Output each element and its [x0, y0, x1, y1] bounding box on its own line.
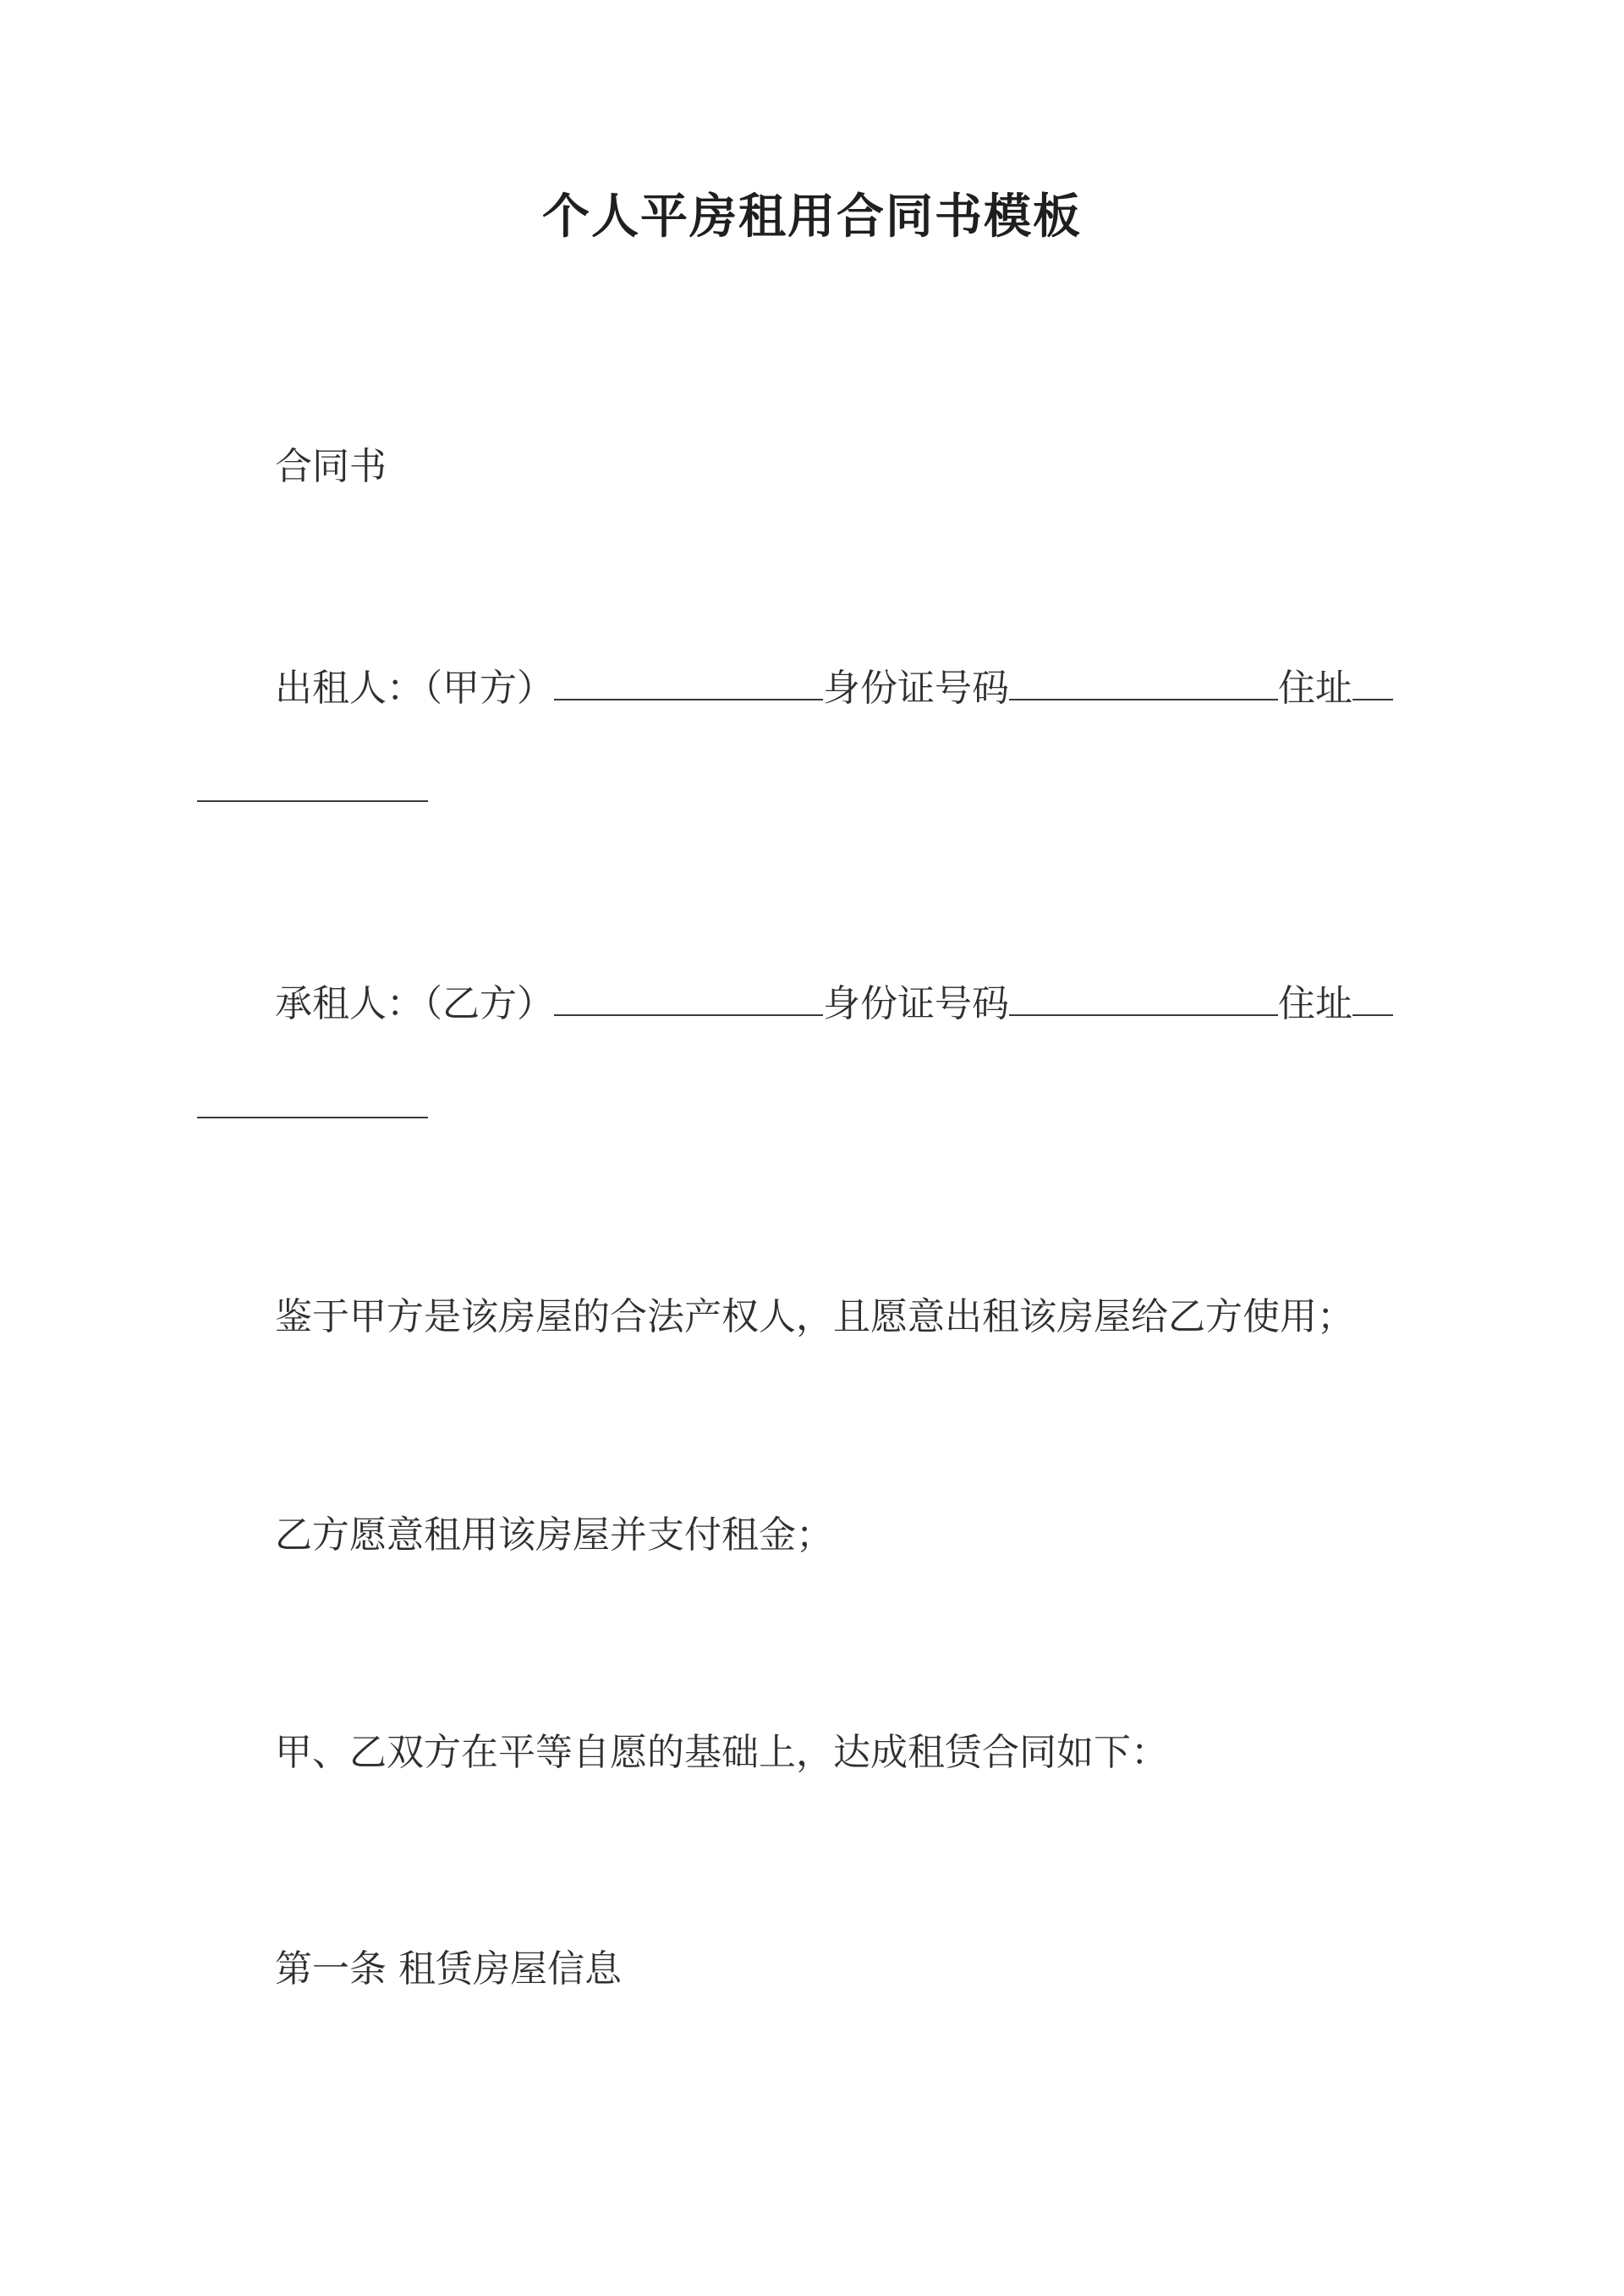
article-1-number: 第一条	[275, 1947, 387, 1991]
lessor-address-blank	[1352, 668, 1393, 700]
lessee-address-label: 住址	[1278, 982, 1352, 1025]
paragraph-recital-1: 鉴于甲方是该房屋的合法产权人，且愿意出租该房屋给乙方使用；	[275, 1295, 1354, 1338]
lessee-address-blank	[1352, 984, 1393, 1016]
article-1-heading	[275, 1947, 622, 1991]
lessor-id-label: 身份证号码	[823, 667, 1009, 710]
document-title: 个人平房租用合同书模板	[542, 189, 1082, 244]
paragraph-recital-2: 乙方愿意租用该房屋并支付租金；	[275, 1513, 833, 1557]
lessor-name-blank	[554, 668, 823, 700]
article-1-title: 租赁房屋信息	[398, 1947, 622, 1991]
contract-heading: 合同书	[275, 445, 387, 488]
paragraph-agreement: 甲、乙双方在平等自愿的基础上，达成租赁合同如下：	[275, 1731, 1168, 1774]
lessee-label: 承租人：（乙方）	[275, 982, 554, 1025]
lessor-label: 出租人：（甲方）	[275, 667, 554, 710]
lessor-id-blank	[1009, 668, 1278, 700]
lessee-address-blank-continued	[197, 1117, 428, 1118]
lessee-line	[275, 984, 1393, 1023]
lessor-line	[275, 667, 1393, 710]
lessee-id-blank	[1009, 984, 1278, 1016]
lessee-id-label: 身份证号码	[823, 982, 1009, 1025]
lessee-name-blank	[554, 984, 823, 1016]
lessor-address-label: 住址	[1278, 667, 1352, 710]
lessor-address-blank-continued	[197, 800, 428, 802]
